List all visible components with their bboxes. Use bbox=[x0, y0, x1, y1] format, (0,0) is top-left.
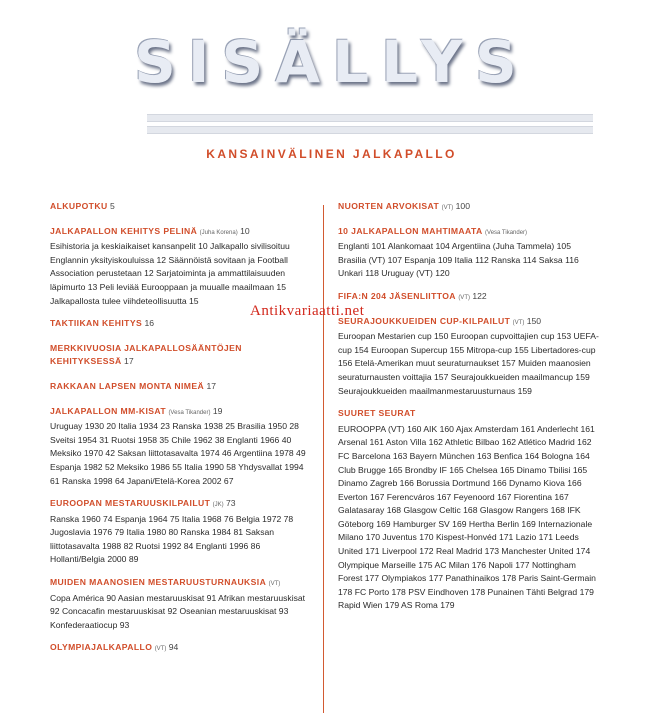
toc-heading-line bbox=[50, 380, 312, 396]
toc-heading-line bbox=[50, 342, 312, 371]
toc-subentries: Esihistoria ja keskiaikaiset kansanpelit 10 Jalkapallo sivilisoituu Englannin yksityiskouluissa 12 Säännöistä sovitaan ja Football Association perustetaan 12 Sarjatoiminta ja ammattilaisuuden läpimurto 13 Peli leviää Eurooppaan ja muualle maailmaan 15 Jalkapallosta tulee viihdeteollisuutta 15 bbox=[50, 241, 290, 306]
toc-subentries: Euroopan Mestarien cup 150 Euroopan cupvoittajien cup 153 UEFA-cup 154 Euroopan Supercup 155 Mitropa-cup 155 Libertadores-cup 156 Etelä-Amerikan muut seuraturnaukset 157 Muiden maanosien seuraturnausten voittajia 157 Seurajoukkueiden maailmancup 159 Seurajoukkueiden maailmanmestaruusturnaus 159 bbox=[338, 331, 599, 396]
toc-author-tag: (Vesa Tikander) bbox=[168, 409, 211, 416]
toc-entry bbox=[50, 576, 312, 632]
toc-entry bbox=[50, 225, 312, 309]
toc-heading: OLYMPIAJALKAPALLO bbox=[50, 642, 153, 653]
toc-heading-line bbox=[338, 315, 600, 331]
toc-heading: EUROOPAN MESTARUUSKILPAILUT bbox=[50, 498, 211, 509]
toc-heading: SUURET SEURAT bbox=[338, 408, 416, 419]
toc-page-number: 73 bbox=[226, 498, 236, 509]
toc-page-number: 16 bbox=[144, 318, 155, 329]
toc-author-tag: (JK) bbox=[212, 502, 224, 509]
toc-heading: NUORTEN ARVOKISAT bbox=[338, 201, 440, 211]
toc-entry bbox=[50, 405, 312, 489]
toc-heading: RAKKAAN LAPSEN MONTA NIMEÄ bbox=[50, 380, 205, 391]
toc-heading: SEURAJOUKKUEIDEN CUP-KILPAILUT bbox=[338, 315, 511, 326]
toc-heading: ALKUPOTKU bbox=[50, 201, 108, 211]
toc-page-number: 10 bbox=[240, 225, 250, 236]
toc-heading-line bbox=[50, 576, 312, 592]
toc-column-left bbox=[50, 200, 312, 666]
toc-heading: MERKKIVUOSIA JALKAPALLOSÄÄNTÖJEN KEHITYKSESSÄ bbox=[50, 342, 242, 367]
toc-page-number: 122 bbox=[472, 290, 487, 301]
toc-entry bbox=[338, 407, 600, 613]
toc-entry bbox=[338, 315, 600, 399]
toc-entry bbox=[50, 641, 312, 657]
toc-subentries: Ranska 1960 74 Espanja 1964 75 Italia 1968 76 Belgia 1972 78 Jugoslavia 1976 79 Italia 1980 80 Ranska 1984 81 Saksan liittotasavalta 1988 82 Ruotsi 1992 84 Englanti 1996 86 Hollanti/Belgia 2000 89 bbox=[50, 513, 294, 565]
toc-page-number: 17 bbox=[206, 380, 217, 391]
toc-entry bbox=[338, 200, 600, 216]
toc-author-tag: (VT) bbox=[441, 205, 454, 211]
column-divider bbox=[323, 205, 324, 713]
toc-page-number: 19 bbox=[212, 405, 223, 416]
toc-heading: MUIDEN MAANOSIEN MESTARUUSTURNAUKSIA bbox=[50, 577, 267, 588]
toc-heading-line bbox=[338, 407, 600, 423]
toc-subentries: Englanti 101 Alankomaat 104 Argentiina (Juha Tammela) 105 Brasilia (VT) 107 Espanja 109 Italia 112 Ranska 114 Saksa 116 Unkari 118 Uruguay (VT) 120 bbox=[338, 241, 579, 279]
title-rule-top bbox=[147, 114, 593, 122]
toc-entry bbox=[50, 200, 312, 216]
toc-entry bbox=[50, 380, 312, 396]
toc-heading-line bbox=[50, 405, 312, 421]
toc-heading-line bbox=[50, 200, 312, 216]
toc-page-number: 5 bbox=[109, 201, 115, 211]
toc-heading-line bbox=[50, 641, 312, 657]
toc-heading: 10 JALKAPALLON MAHTIMAATA bbox=[338, 225, 483, 236]
toc-page-number: 17 bbox=[124, 356, 134, 367]
toc-entry bbox=[50, 342, 312, 371]
toc-subentries: Uruguay 1930 20 Italia 1934 23 Ranska 1938 25 Brasilia 1950 28 Sveitsi 1954 31 Ruotsi 1958 35 Chile 1962 38 Englanti 1966 40 Meksiko 1970 42 Saksan liittotasavalta 1974 46 Argentiina 1978 49 Espanja 1982 52 Meksiko 1986 55 Italia 1990 58 Yhdysvallat 1994 61 Ranska 1998 64 Japani/Etelä-Korea 2002 67 bbox=[50, 421, 306, 486]
toc-author-tag: (VT) bbox=[268, 581, 281, 588]
toc-subentries: Copa América 90 Aasian mestaruuskisat 91 Afrikan mestaruuskisat 92 Concacafin mestaruuskisat 92 Oseanian mestaruuskisat 93 Konfederaatiocup 93 bbox=[50, 592, 306, 630]
toc-author-tag: (VT) bbox=[512, 319, 525, 326]
toc-heading-line bbox=[50, 225, 312, 241]
toc-page-number: 94 bbox=[168, 642, 179, 653]
toc-heading: FIFA:N 204 JÄSENLIITTOA bbox=[338, 290, 456, 301]
toc-heading-line bbox=[338, 200, 600, 216]
section-subtitle: KANSAINVÄLINEN JALKAPALLO bbox=[206, 147, 457, 161]
toc-column-right bbox=[338, 200, 600, 622]
page-title: SISÄLLYS bbox=[134, 28, 529, 96]
toc-author-tag: (Juha Korena) bbox=[199, 229, 238, 236]
watermark: Antikvariaatti.net bbox=[250, 303, 365, 319]
toc-heading-line bbox=[338, 290, 600, 306]
title-rule-bottom bbox=[147, 126, 593, 134]
toc-entry bbox=[338, 290, 600, 306]
toc-heading-line bbox=[50, 497, 312, 513]
toc-entry bbox=[50, 497, 312, 567]
toc-entry bbox=[338, 225, 600, 281]
toc-heading: TAKTIIKAN KEHITYS bbox=[50, 318, 143, 329]
toc-subentries: EUROOPPA (VT) 160 AIK 160 Ajax Amsterdam 161 Anderlecht 161 Arsenal 161 Aston Villa 162 Athletic Bilbao 162 Atlético Madrid 162 FC Barcelona 163 Bayern München 163 Benfica 164 Bologna 164 Club Brugge 165 Brondby IF 165 Chelsea 165 Dinamo Tbilisi 165 Dinamo Zagreb 166 Borussia Dortmund 166 Dynamo Kiova 166 Everton 167 Ferencváros 167 Feyenoord 167 Fiorentina 167 Galatasaray 168 Glasgow Celtic 168 Glasgow Rangers 168 IFK Göteborg 169 Hamburger SV 169 Hertha Berlin 169 Internazionale Milano 170 Juventus 170 Kispest-Honvéd 171 Lazio 171 Leeds United 171 Liverpool 172 Real Madrid 173 Manchester United 174 Olympique Marseille 175 AC Milan 176 Napoli 177 Nottingham Forest 177 Olympiakos 177 Panathinaikos 178 Paris Saint-Germain 178 FC Porto 178 PSV Eindhoven 178 Punainen Tähti Belgrad 179 Rapid Wien 179 AS Roma 179 bbox=[338, 423, 596, 611]
toc-page-number: 150 bbox=[526, 315, 542, 326]
toc-author-tag: (VT) bbox=[458, 294, 470, 301]
toc-heading: JALKAPALLON MM-KISAT bbox=[50, 405, 167, 416]
toc-author-tag: (VT) bbox=[154, 646, 167, 653]
toc-author-tag: (Vesa Tikander) bbox=[485, 229, 528, 236]
toc-heading-line bbox=[338, 225, 600, 241]
toc-page-number: 100 bbox=[455, 201, 470, 211]
toc-heading: JALKAPALLON KEHITYS PELINÄ bbox=[50, 225, 198, 236]
